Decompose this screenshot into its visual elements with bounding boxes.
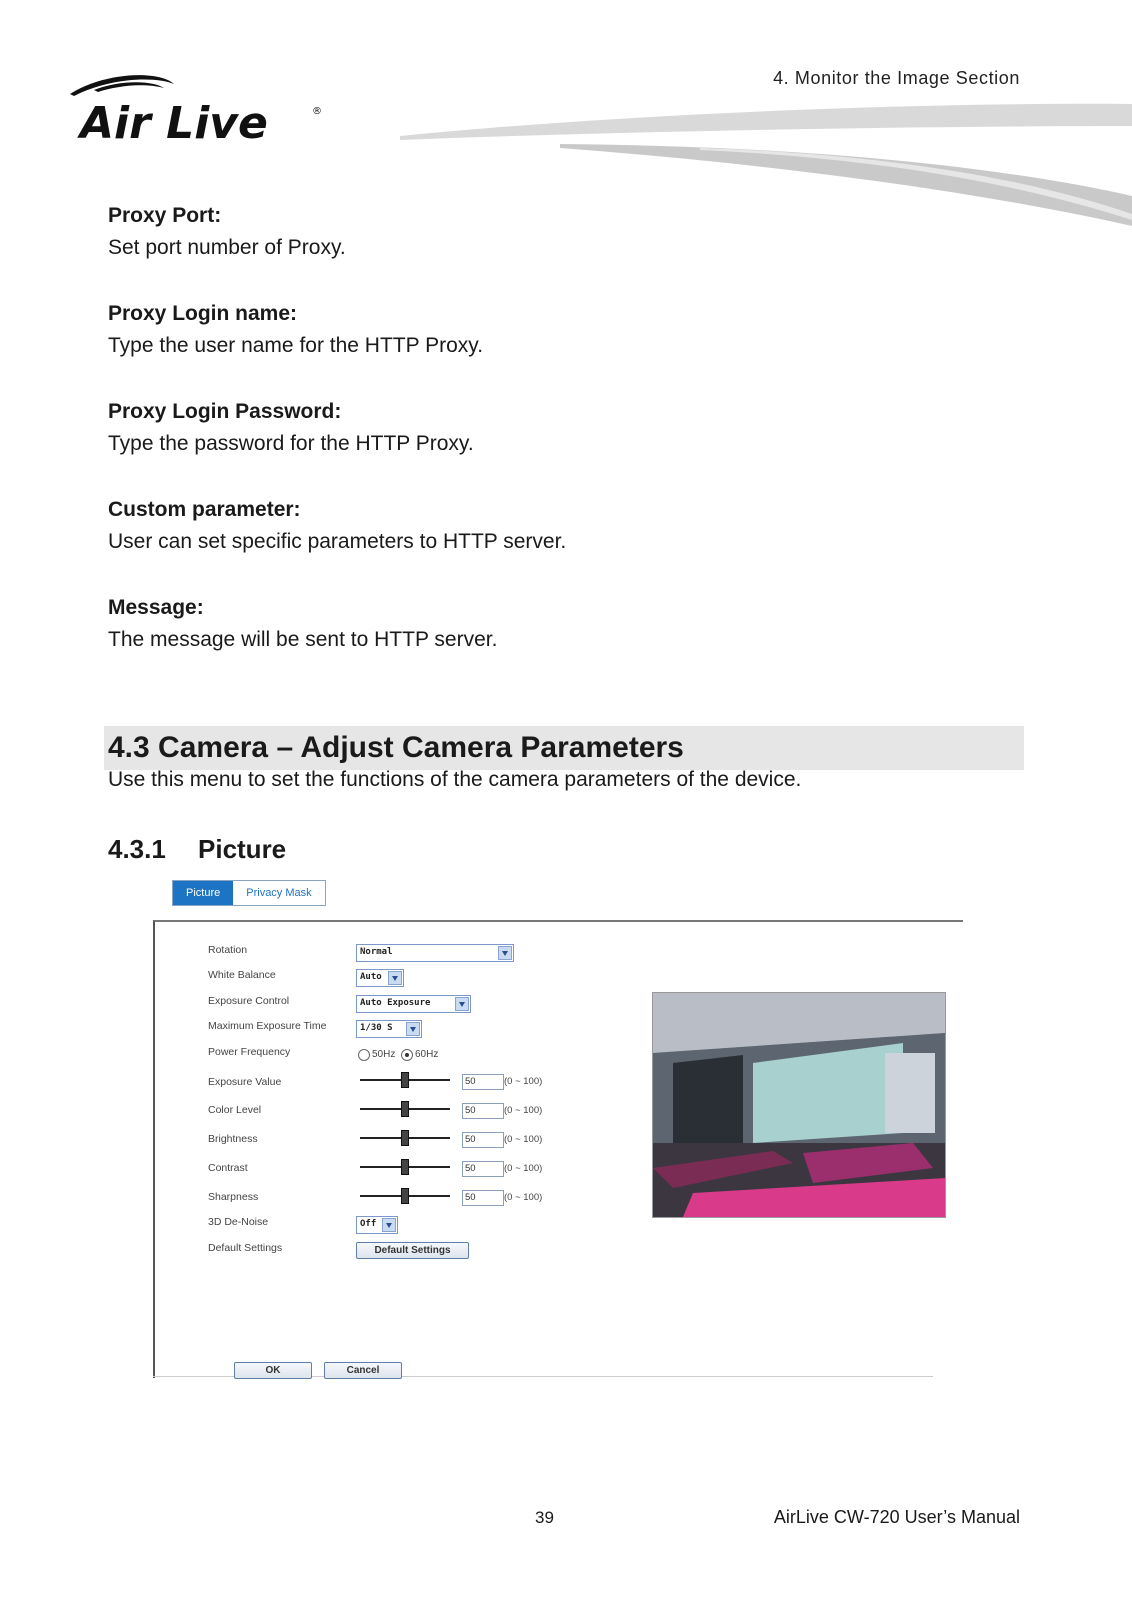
slider-label: Contrast: [208, 1162, 248, 1174]
subsection-name: Picture: [198, 834, 287, 864]
radio-50hz[interactable]: [358, 1049, 370, 1061]
rotation-value: Normal: [360, 947, 393, 957]
default-settings-label: Default Settings: [208, 1242, 283, 1254]
chevron-down-icon: [455, 997, 469, 1011]
settings-tabs: [172, 880, 326, 906]
radio-50hz-label: 50Hz: [372, 1049, 396, 1060]
default-settings-button[interactable]: Default Settings: [356, 1242, 469, 1259]
white-balance-label: White Balance: [208, 969, 276, 981]
radio-60hz-label: 60Hz: [415, 1049, 439, 1060]
definition-description: User can set specific parameters to HTTP server.: [108, 530, 567, 553]
manual-title: AirLive CW-720 User’s Manual: [773, 1507, 1020, 1527]
slider-label: Color Level: [208, 1104, 262, 1116]
slider-handle[interactable]: [401, 1072, 409, 1088]
picture-settings-screenshot: [150, 880, 980, 1410]
svg-text:Air Live: Air Live: [80, 98, 268, 149]
slider-range: (0 ~ 100): [504, 1076, 543, 1087]
cancel-button[interactable]: Cancel: [324, 1362, 402, 1379]
slider-range: (0 ~ 100): [504, 1105, 543, 1116]
slider-handle[interactable]: [401, 1188, 409, 1204]
radio-60hz[interactable]: [401, 1049, 413, 1061]
max-exposure-select[interactable]: [356, 1020, 422, 1038]
slider-handle[interactable]: [401, 1159, 409, 1175]
denoise-value: Off: [360, 1219, 377, 1229]
definition-description: The message will be sent to HTTP server.: [108, 628, 498, 651]
section-title: 4.3 Camera – Adjust Camera Parameters: [108, 731, 684, 764]
chevron-down-icon: [498, 946, 512, 960]
exposure-control-value: Auto Exposure: [360, 998, 431, 1008]
definition-term: Proxy Port:: [108, 204, 222, 227]
contrast-input[interactable]: 50: [462, 1161, 504, 1177]
tab-picture[interactable]: Picture: [173, 881, 233, 905]
exposure-value-slider[interactable]: [360, 1079, 450, 1081]
ok-button[interactable]: OK: [234, 1362, 312, 1379]
slider-range: (0 ~ 100): [504, 1134, 543, 1145]
slider-label: Brightness: [208, 1133, 258, 1145]
slider-range: (0 ~ 100): [504, 1163, 543, 1174]
slider-range: (0 ~ 100): [504, 1192, 543, 1203]
white-balance-select[interactable]: [356, 969, 404, 987]
brightness-slider[interactable]: [360, 1137, 450, 1139]
definition-description: Type the user name for the HTTP Proxy.: [108, 334, 484, 357]
color-level-input[interactable]: 50: [462, 1103, 504, 1119]
exposure-control-select[interactable]: [356, 995, 471, 1013]
tab-privacy-mask[interactable]: Privacy Mask: [233, 881, 324, 905]
section-intro: Use this menu to set the functions of the camera parameters of the device.: [108, 768, 802, 791]
definition-description: Set port number of Proxy.: [108, 236, 346, 259]
camera-preview-image: [652, 992, 946, 1218]
chevron-down-icon: [406, 1022, 420, 1036]
exposure-control-label: Exposure Control: [208, 995, 290, 1007]
page-number: 39: [535, 1508, 554, 1527]
slider-handle[interactable]: [401, 1101, 409, 1117]
definition-term: Proxy Login name:: [108, 302, 298, 325]
exposure-value-input[interactable]: 50: [462, 1074, 504, 1090]
svg-text:®: ®: [312, 106, 322, 117]
sharpness-slider[interactable]: [360, 1195, 450, 1197]
definition-term: Custom parameter:: [108, 498, 301, 521]
sharpness-input[interactable]: 50: [462, 1190, 504, 1206]
subsection-number: 4.3.1: [108, 834, 166, 864]
subsection-title: [108, 834, 286, 865]
definition-term: Proxy Login Password:: [108, 400, 342, 423]
definition-term: Message:: [108, 596, 204, 619]
denoise-label: 3D De-Noise: [208, 1216, 269, 1228]
color-level-slider[interactable]: [360, 1108, 450, 1110]
airlive-logo: [64, 70, 334, 150]
rotation-label: Rotation: [208, 944, 248, 956]
max-exposure-label: Maximum Exposure Time: [208, 1020, 327, 1032]
contrast-slider[interactable]: [360, 1166, 450, 1168]
power-frequency-label: Power Frequency: [208, 1046, 291, 1058]
slider-handle[interactable]: [401, 1130, 409, 1146]
chevron-down-icon: [382, 1218, 396, 1232]
slider-label: Exposure Value: [208, 1076, 282, 1088]
definition-description: Type the password for the HTTP Proxy.: [108, 432, 474, 455]
white-balance-value: Auto: [360, 972, 382, 982]
brightness-input[interactable]: 50: [462, 1132, 504, 1148]
slider-label: Sharpness: [208, 1191, 259, 1203]
header-section-title: 4. Monitor the Image Section: [773, 68, 1020, 88]
max-exposure-value: 1/30 S: [360, 1023, 393, 1033]
header-swoosh-decoration: [400, 96, 1132, 236]
chevron-down-icon: [388, 971, 402, 985]
rotation-select[interactable]: [356, 944, 514, 962]
denoise-select[interactable]: [356, 1216, 398, 1234]
